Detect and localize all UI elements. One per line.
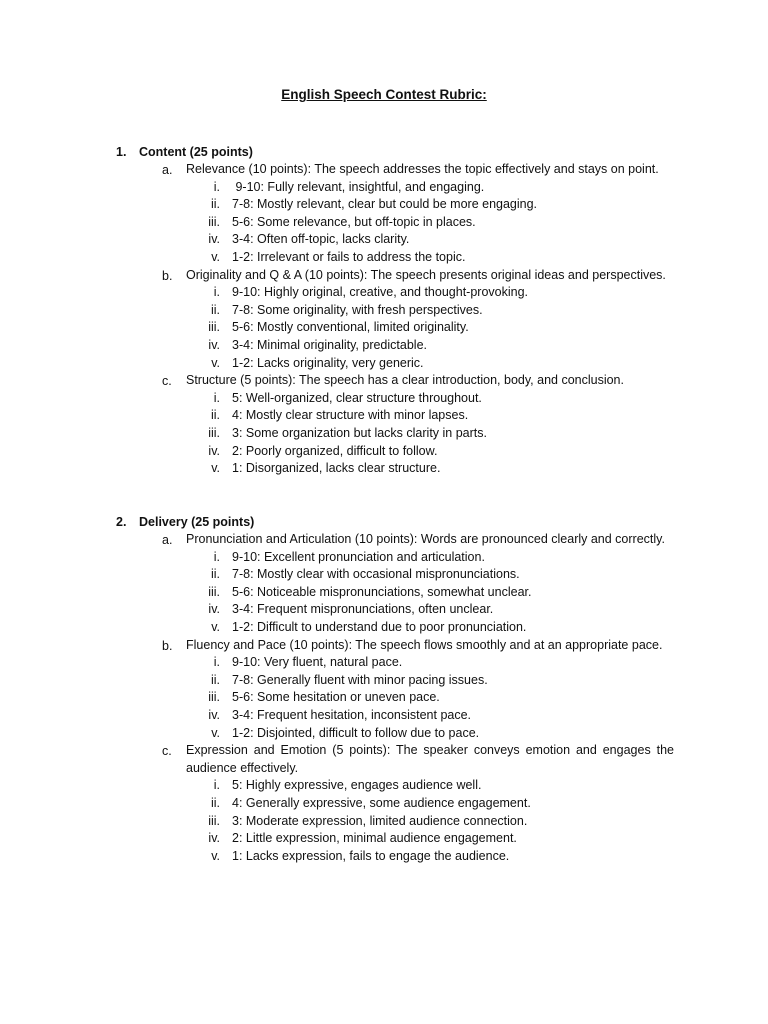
level-item <box>0 460 768 478</box>
criterion-letter: b. <box>162 268 173 283</box>
level-item <box>0 196 768 214</box>
level-number: iii. <box>208 690 220 705</box>
level-item <box>0 584 768 602</box>
level-item <box>0 319 768 337</box>
level-text: 5-6: Noticeable mispronunciations, somewhat unclear. <box>232 584 532 599</box>
level-item <box>0 390 768 408</box>
criterion-text: Fluency and Pace (10 points): The speech flows smoothly and at an appropriate pace. <box>186 637 663 652</box>
level-text: 5-6: Mostly conventional, limited originality. <box>232 320 469 335</box>
level-text: 3-4: Minimal originality, predictable. <box>232 337 427 352</box>
level-text: 1: Lacks expression, fails to engage the audience. <box>232 848 510 863</box>
level-text: 3: Moderate expression, limited audience connection. <box>232 813 528 828</box>
section-content <box>0 143 768 478</box>
level-text: 3-4: Frequent hesitation, inconsistent pace. <box>232 707 472 722</box>
criterion-expression <box>0 742 768 777</box>
criterion-structure <box>0 372 768 390</box>
level-item <box>0 443 768 461</box>
section-heading <box>0 513 768 531</box>
level-text: 9-10: Excellent pronunciation and articulation. <box>232 549 485 564</box>
level-number: v. <box>211 619 220 634</box>
level-number: iii. <box>208 813 220 828</box>
level-text: 5-6: Some hesitation or uneven pace. <box>232 690 440 705</box>
level-item <box>0 795 768 813</box>
level-number: iv. <box>208 337 220 352</box>
level-text: 1-2: Irrelevant or fails to address the topic. <box>232 249 466 264</box>
level-item <box>0 848 768 866</box>
level-item <box>0 179 768 197</box>
level-item <box>0 725 768 743</box>
level-number: iii. <box>208 320 220 335</box>
page-title: English Speech Contest Rubric: <box>281 87 487 102</box>
level-number: v. <box>211 725 220 740</box>
level-number: iv. <box>208 707 220 722</box>
section-number: 2. <box>116 515 127 529</box>
level-number: iv. <box>208 831 220 846</box>
level-item <box>0 302 768 320</box>
level-number: iv. <box>208 602 220 617</box>
level-text: 2: Poorly organized, difficult to follow. <box>232 443 438 458</box>
level-number: ii. <box>210 302 220 317</box>
section-heading <box>0 143 768 161</box>
criterion-text: Relevance (10 points): The speech addresses the topic effectively and stays on point. <box>186 162 659 176</box>
level-item <box>0 777 768 795</box>
level-item <box>0 601 768 619</box>
level-item <box>0 619 768 637</box>
criterion-letter: c. <box>162 744 172 759</box>
level-item <box>0 566 768 584</box>
level-text: 3-4: Frequent mispronunciations, often unclear. <box>232 602 494 617</box>
criterion-originality <box>0 267 768 285</box>
section-delivery <box>0 513 768 865</box>
level-number: ii. <box>210 408 220 423</box>
level-number: ii. <box>210 795 220 810</box>
level-item <box>0 707 768 725</box>
level-item <box>0 249 768 267</box>
level-text: 7-8: Mostly relevant, clear but could be more engaging. <box>232 197 538 212</box>
level-text: 4: Mostly clear structure with minor lapses. <box>232 408 469 423</box>
criterion-text: Structure (5 points): The speech has a clear introduction, body, and conclusion. <box>186 373 624 388</box>
criterion-letter: a. <box>162 533 173 547</box>
level-number: i. <box>213 179 220 194</box>
criterion-letter: c. <box>162 374 172 389</box>
section-number: 1. <box>116 145 127 159</box>
level-item <box>0 689 768 707</box>
level-number: ii. <box>210 567 220 582</box>
level-number: v. <box>211 461 220 476</box>
level-item <box>0 672 768 690</box>
criterion-letter: a. <box>162 163 173 177</box>
level-item <box>0 231 768 249</box>
level-item <box>0 813 768 831</box>
level-item <box>0 214 768 232</box>
section-title: Content (25 points) <box>139 145 253 159</box>
criterion-text: Pronunciation and Articulation (10 points): Words are pronounced clearly and correctly. <box>186 532 665 546</box>
criterion-text: Expression and Emotion (5 points): The speaker conveys emotion and engages the audience effectively. <box>186 743 674 775</box>
level-item <box>0 549 768 567</box>
level-item <box>0 355 768 373</box>
level-number: i. <box>213 778 220 793</box>
level-text: 1-2: Difficult to understand due to poor pronunciation. <box>232 619 527 634</box>
level-text: 5: Well-organized, clear structure throughout. <box>232 390 482 405</box>
level-text: 7-8: Some originality, with fresh perspectives. <box>232 302 483 317</box>
level-text: 7-8: Generally fluent with minor pacing issues. <box>232 672 488 687</box>
criterion-pronunciation <box>0 531 768 549</box>
level-text: 3: Some organization but lacks clarity in parts. <box>232 425 487 440</box>
section-title: Delivery (25 points) <box>139 515 255 529</box>
level-text: 1-2: Lacks originality, very generic. <box>232 355 424 370</box>
level-text: 3-4: Often off-topic, lacks clarity. <box>232 232 410 247</box>
level-number: i. <box>213 285 220 300</box>
level-number: iv. <box>208 443 220 458</box>
level-item <box>0 425 768 443</box>
level-text: 9-10: Highly original, creative, and thought-provoking. <box>232 285 529 300</box>
level-text: 5-6: Some relevance, but off-topic in places. <box>232 214 476 229</box>
level-number: iv. <box>208 232 220 247</box>
level-number: v. <box>211 249 220 264</box>
level-text: 4: Generally expressive, some audience engagement. <box>232 795 531 810</box>
level-number: ii. <box>210 672 220 687</box>
level-text: 5: Highly expressive, engages audience well. <box>232 778 482 793</box>
level-number: iii. <box>208 214 220 229</box>
level-item <box>0 407 768 425</box>
level-number: i. <box>213 655 220 670</box>
level-number: i. <box>213 390 220 405</box>
level-item <box>0 654 768 672</box>
level-item <box>0 830 768 848</box>
level-text: 1-2: Disjointed, difficult to follow due to pace. <box>232 725 480 740</box>
criterion-text: Originality and Q & A (10 points): The speech presents original ideas and perspectives. <box>186 267 666 282</box>
level-number: v. <box>211 355 220 370</box>
level-text: 7-8: Mostly clear with occasional mispronunciations. <box>232 567 520 582</box>
level-number: iii. <box>208 425 220 440</box>
level-item <box>0 337 768 355</box>
level-number: i. <box>213 549 220 564</box>
level-text: 9-10: Very fluent, natural pace. <box>232 655 403 670</box>
level-item <box>0 284 768 302</box>
level-text: 9-10: Fully relevant, insightful, and engaging. <box>232 179 485 194</box>
level-number: ii. <box>210 197 220 212</box>
level-text: 2: Little expression, minimal audience engagement. <box>232 831 517 846</box>
criterion-fluency <box>0 637 768 655</box>
level-number: iii. <box>208 584 220 599</box>
level-number: v. <box>211 848 220 863</box>
criterion-letter: b. <box>162 638 173 653</box>
level-text: 1: Disorganized, lacks clear structure. <box>232 461 441 476</box>
criterion-relevance <box>0 161 768 179</box>
